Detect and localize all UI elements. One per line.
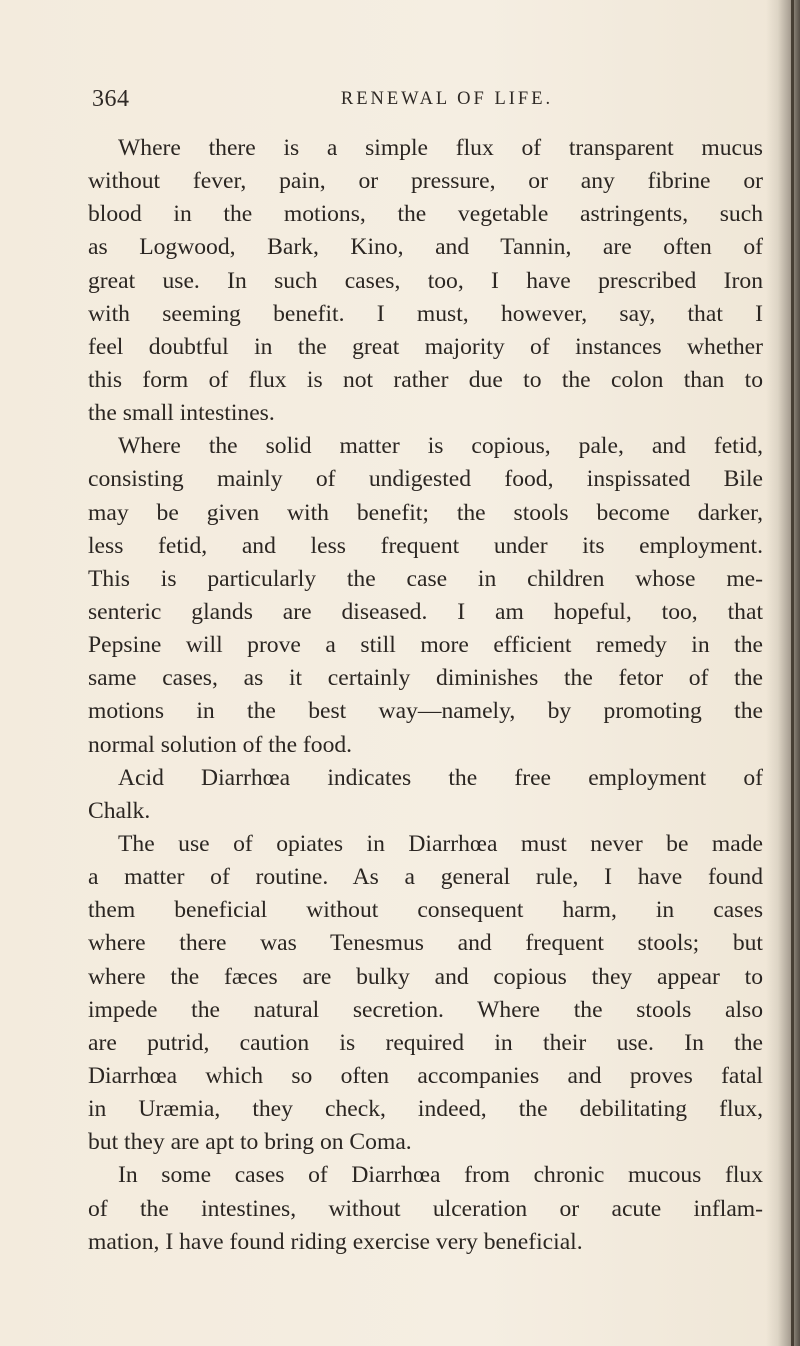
text-line: senteric glands are diseased. I am hopeful, too, that — [88, 598, 763, 625]
text-line: This is particularly the case in children whose me- — [88, 565, 763, 592]
page-number: 364 — [92, 86, 130, 112]
text-line: of the intestines, without ulceration or acute inflam- — [88, 1195, 763, 1222]
text-line: In some cases of Diarrhœa from chronic mucous flux — [118, 1162, 763, 1189]
page-edge-shadow — [766, 0, 800, 1346]
text-line: Acid Diarrhœa indicates the free employment of — [118, 764, 763, 791]
text-line: may be given with benefit; the stools become darker, — [88, 499, 763, 526]
text-line: The use of opiates in Diarrhœa must never be made — [118, 830, 763, 857]
text-line: mation, I have found riding exercise very beneficial. — [88, 1228, 583, 1255]
text-line: blood in the motions, the vegetable astringents, such — [88, 201, 763, 228]
text-line: Diarrhœa which so often accompanies and proves fatal — [88, 1062, 763, 1089]
text-line: less fetid, and less frequent under its employment. — [88, 532, 763, 559]
text-line: great use. In such cases, too, I have prescribed Iron — [88, 267, 763, 294]
text-line: Where there is a simple flux of transparent mucus — [118, 135, 763, 161]
text-line: impede the natural secretion. Where the stools also — [88, 996, 763, 1023]
text-line: same cases, as it certainly diminishes the fetor of the — [88, 665, 763, 692]
text-line: where the fæces are bulky and copious they appear to — [88, 963, 763, 990]
text-line: but they are apt to bring on Coma. — [88, 1129, 412, 1156]
body-text — [88, 132, 763, 1259]
text-line: normal solution of the food. — [88, 731, 353, 758]
page-edge-line — [791, 0, 794, 1346]
text-line: as Logwood, Bark, Kino, and Tannin, are often of — [88, 234, 763, 261]
text-line: them beneficial without consequent harm, in cases — [88, 897, 763, 924]
text-line: Chalk. — [88, 797, 151, 824]
text-line: in Uræmia, they check, indeed, the debilitating flux, — [88, 1096, 763, 1123]
text-line: with seeming benefit. I must, however, say, that I — [88, 300, 763, 327]
text-line: the small intestines. — [88, 400, 275, 427]
text-line: this form of flux is not rather due to the colon than to — [88, 366, 763, 393]
text-line: motions in the best way—namely, by promoting the — [88, 698, 763, 725]
text-line: without fever, pain, or pressure, or any fibrine or — [88, 168, 763, 195]
text-line: where there was Tenesmus and frequent stools; but — [88, 930, 763, 957]
running-title: RENEWAL OF LIFE. — [340, 89, 554, 109]
text-line: feel doubtful in the great majority of instances whether — [88, 333, 763, 360]
running-head — [92, 86, 762, 116]
text-line: consisting mainly of undigested food, inspissated Bile — [88, 466, 763, 493]
text-line: Pepsine will prove a still more efficient remedy in the — [88, 632, 763, 659]
text-line: are putrid, caution is required in their use. In the — [88, 1029, 763, 1056]
text-line: Where the solid matter is copious, pale, and fetid, — [118, 433, 763, 460]
text-line: a matter of routine. As a general rule, I have found — [88, 864, 763, 891]
